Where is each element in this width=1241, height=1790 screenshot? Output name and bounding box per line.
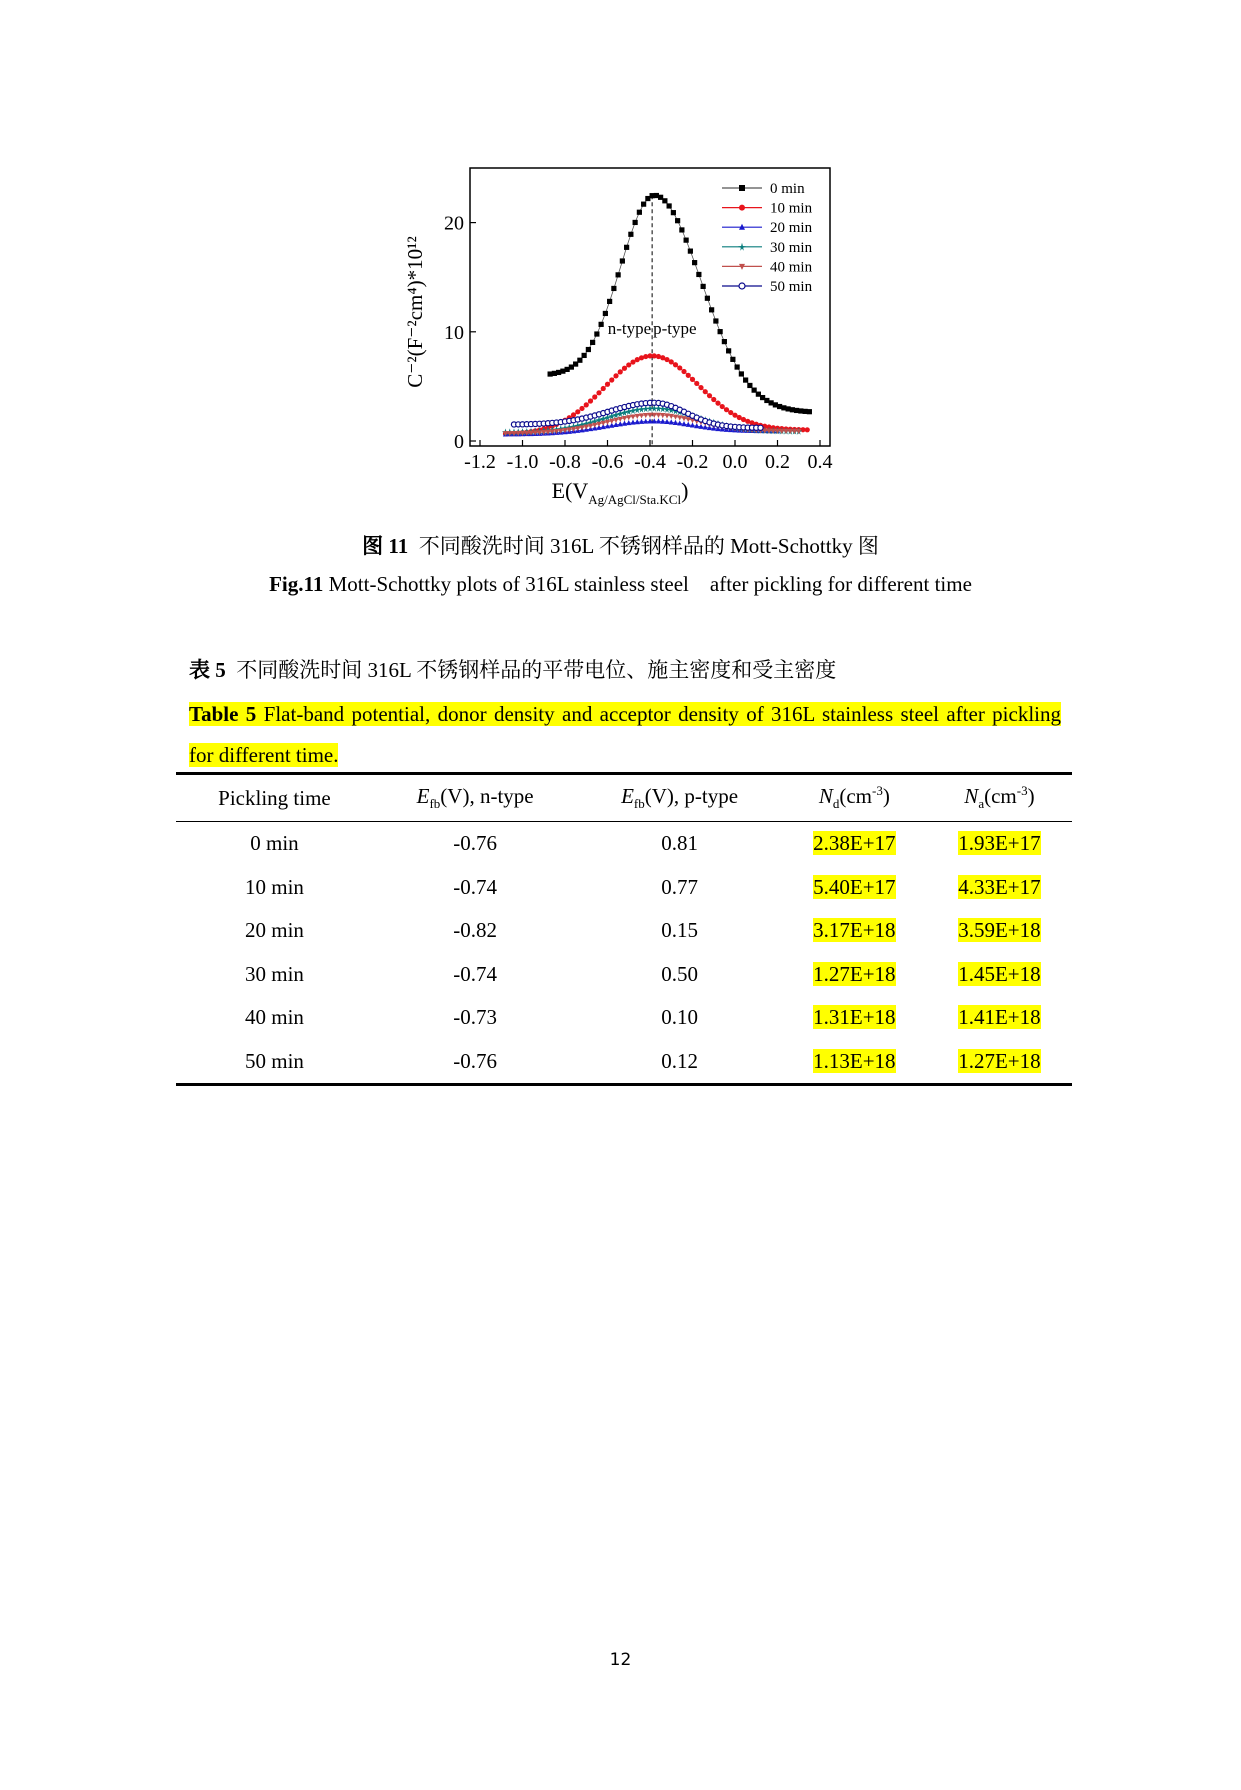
data-point xyxy=(686,373,691,378)
data-point xyxy=(709,307,714,312)
cell-nd: 1.13E+18 xyxy=(813,1048,896,1073)
table-row xyxy=(176,909,1072,953)
legend-label: 40 min xyxy=(770,259,813,276)
data-point xyxy=(575,409,580,414)
x-tick-label: -1.0 xyxy=(506,451,539,473)
data-point xyxy=(620,258,625,263)
table-header-row xyxy=(176,774,1072,822)
data-point xyxy=(582,353,587,358)
cell-time: 40 min xyxy=(244,1005,304,1030)
data-point xyxy=(616,272,621,277)
data-point xyxy=(726,348,731,353)
data-point xyxy=(703,389,708,394)
data-point xyxy=(571,412,576,417)
data-point xyxy=(588,398,593,403)
cell-nd: 3.17E+18 xyxy=(813,918,896,943)
cell-time: 20 min xyxy=(244,918,304,943)
x-axis-label: $E(V_{Ag/AgCl/Sta.KCl})$ xyxy=(551,478,689,507)
data-point xyxy=(613,373,618,378)
data-point xyxy=(743,377,748,382)
data-point xyxy=(594,331,599,336)
data-point xyxy=(603,311,608,316)
cell-na: 1.41E+18 xyxy=(958,1005,1041,1030)
table-row xyxy=(176,866,1072,910)
cell-nd: 2.38E+17 xyxy=(813,831,896,856)
x-tick-label: -0.8 xyxy=(549,451,581,473)
data-point xyxy=(671,210,676,215)
x-tick-label: 0.0 xyxy=(722,451,748,473)
data-point xyxy=(696,272,701,277)
header-pickling-time: Pickling time xyxy=(218,785,331,810)
y-tick-label: 0 xyxy=(454,431,464,453)
data-point xyxy=(624,245,629,250)
x-tick-label: 0.2 xyxy=(765,451,790,473)
legend-label: 10 min xyxy=(770,200,813,217)
mott-schottky-chart xyxy=(390,162,850,512)
cell-efb-p: 0.50 xyxy=(661,961,698,986)
cell-nd: 1.27E+18 xyxy=(813,961,896,986)
data-point xyxy=(807,409,812,414)
data-point xyxy=(633,220,638,225)
cell-efb-n: -0.76 xyxy=(453,1048,497,1073)
x-tick-label: -0.4 xyxy=(634,451,666,473)
legend-label: 50 min xyxy=(770,279,813,295)
table-row xyxy=(176,822,1072,866)
data-point xyxy=(605,382,610,387)
data-point xyxy=(637,210,642,215)
cell-efb-n: -0.73 xyxy=(453,1005,497,1030)
cell-na: 1.93E+17 xyxy=(958,831,1041,856)
figure-caption-en-label: Fig.11 xyxy=(269,572,324,596)
data-point xyxy=(707,393,712,398)
header-efb-p: $E_{fb}(V)$, p-type xyxy=(621,783,739,812)
cell-efb-n: -0.74 xyxy=(453,961,497,986)
table-caption-cn xyxy=(189,654,836,684)
data-point xyxy=(677,365,682,370)
data-point xyxy=(667,203,672,208)
y-tick-label: 10 xyxy=(444,321,464,344)
data-point xyxy=(805,427,810,432)
data-point xyxy=(618,369,623,374)
cell-na: 3.59E+18 xyxy=(958,918,1041,943)
cell-time: 50 min xyxy=(244,1048,304,1073)
data-point xyxy=(701,284,706,289)
data-point xyxy=(720,404,725,409)
data-point xyxy=(711,397,716,402)
data-point xyxy=(739,371,744,376)
annotation-n-type: n-type xyxy=(607,318,652,338)
cell-efb-p: 0.77 xyxy=(661,874,698,899)
data-point xyxy=(758,425,763,430)
cell-efb-p: 0.81 xyxy=(661,831,698,856)
data-point xyxy=(622,366,627,371)
cell-efb-p: 0.10 xyxy=(661,1005,698,1030)
y-tick-label: 20 xyxy=(444,212,464,235)
figure-caption-en xyxy=(0,572,1241,597)
data-point xyxy=(681,369,686,374)
cell-efb-p: 0.12 xyxy=(661,1048,698,1073)
x-tick-labels xyxy=(464,451,832,473)
data-point xyxy=(705,296,710,301)
legend-marker xyxy=(739,185,745,191)
data-point xyxy=(694,381,699,386)
data-point xyxy=(641,202,646,207)
table-caption-en xyxy=(189,694,1061,776)
data-point xyxy=(715,401,720,406)
data-point xyxy=(577,358,582,363)
data-point xyxy=(730,357,735,362)
data-point xyxy=(596,390,601,395)
data-point xyxy=(662,198,667,203)
cell-na: 1.45E+18 xyxy=(958,961,1041,986)
data-point xyxy=(698,385,703,390)
data-point xyxy=(611,286,616,291)
data-point xyxy=(679,227,684,232)
data-point xyxy=(692,260,697,265)
data-point xyxy=(592,394,597,399)
table-row xyxy=(176,1040,1072,1085)
data-point xyxy=(673,362,678,367)
cell-na: 4.33E+17 xyxy=(958,874,1041,899)
data-point xyxy=(724,407,729,412)
table-caption-en-label: Table 5 xyxy=(189,702,257,726)
x-tick-label: 0.4 xyxy=(807,451,833,473)
header-nd: $N_d(cm^{-3})$ xyxy=(818,783,890,812)
table-caption-en-text: Flat-band potential, donor density and acceptor density of 316L stainless steel after pickling for different time. xyxy=(189,702,1061,767)
cell-time: 30 min xyxy=(244,961,304,986)
data-point xyxy=(690,377,695,382)
data-point xyxy=(684,238,689,243)
data-point xyxy=(626,362,631,367)
data-point xyxy=(669,359,674,364)
cell-na: 1.27E+18 xyxy=(958,1048,1041,1073)
figure-caption-en-text: Mott-Schottky plots of 316L stainless steel after pickling for different time xyxy=(328,572,972,596)
legend-marker xyxy=(739,205,745,211)
cell-efb-n: -0.82 xyxy=(453,918,497,943)
y-tick-labels xyxy=(444,213,464,453)
data-point xyxy=(688,249,693,254)
legend-label: 20 min xyxy=(770,220,813,237)
x-tick-label: -0.6 xyxy=(591,451,624,473)
cell-nd: 5.40E+17 xyxy=(813,874,896,899)
x-tick-label: -1.2 xyxy=(464,451,496,473)
cell-time: 10 min xyxy=(244,874,304,899)
table-row xyxy=(176,996,1072,1040)
annotation-p-type: p-type xyxy=(653,318,697,338)
table-caption-cn-label: 表 5 xyxy=(189,658,226,682)
figure-caption-cn-text: 不同酸洗时间 316L 不锈钢样品的 Mott-Schottky 图 xyxy=(418,534,879,558)
results-table xyxy=(176,772,1072,1086)
data-point xyxy=(722,339,727,344)
legend-label: 0 min xyxy=(770,181,805,197)
figure-caption-cn xyxy=(0,530,1241,560)
data-point xyxy=(718,329,723,334)
cell-time: 0 min xyxy=(250,831,299,856)
data-point xyxy=(607,299,612,304)
data-point xyxy=(579,406,584,411)
header-na: $N_a(cm^{-3})$ xyxy=(964,783,1035,812)
data-point xyxy=(590,340,595,345)
table-caption-cn-text: 不同酸洗时间 316L 不锈钢样品的平带电位、施主密度和受主密度 xyxy=(236,658,837,682)
data-point xyxy=(586,347,591,352)
data-point xyxy=(735,364,740,369)
data-point xyxy=(628,232,633,237)
data-point xyxy=(675,218,680,223)
data-point xyxy=(747,383,752,388)
cell-nd: 1.31E+18 xyxy=(813,1005,896,1030)
page-number: 12 xyxy=(609,1650,632,1670)
data-point xyxy=(584,402,589,407)
cell-efb-n: -0.74 xyxy=(453,874,497,899)
cell-efb-n: -0.76 xyxy=(453,831,497,856)
x-tick-label: -0.2 xyxy=(676,451,709,473)
cell-efb-p: 0.15 xyxy=(661,918,698,943)
legend-marker xyxy=(739,283,745,289)
header-efb-n: $E_{fb}(V)$, n-type xyxy=(416,783,534,812)
data-point xyxy=(609,377,614,382)
y-axis-label: C⁻²(F⁻²cm⁴)*10¹² xyxy=(403,236,427,388)
data-point xyxy=(599,322,604,327)
table-row xyxy=(176,953,1072,997)
data-point xyxy=(713,318,718,323)
legend-label: 30 min xyxy=(770,239,813,256)
figure-caption-cn-label: 图 11 xyxy=(362,534,409,558)
data-point xyxy=(601,386,606,391)
